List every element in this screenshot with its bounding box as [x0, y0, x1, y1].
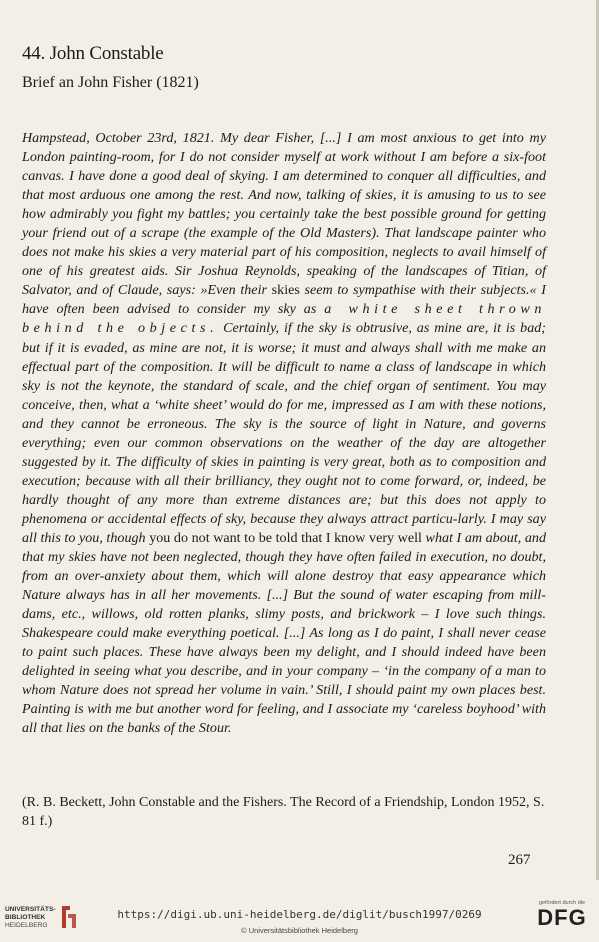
logo-line: UNIVERSITÄTS-: [5, 906, 56, 913]
page-number: 267: [508, 852, 531, 868]
letter-text-part: Hampstead, October 23rd, 1821. My dear Fisher, [...] I am most anxious to get into my London painting-room, for I do not consider myself at work without I am before a six-foot canvas. I have done a good deal of skying. I am determined to conquer all difficulties, and that most arduous one among the rest. And now, talking of skies, it is amusing to us to see how admirably you fight my battles; you certainly take the best possible ground for getting your friend out of a scrape (the example of the Old Masters). That landscape painter who does not make his skies a very material part of his composition, neglects to avail himself of one of his greatest aids. Sir Joshua Reynolds, speaking of the landscapes of Titian, of Salvator, and of Claude, says: »Even their: [22, 130, 546, 299]
funder-caption: gefördert durch die: [538, 900, 586, 906]
dfg-wordmark: DFG: [537, 905, 587, 930]
letter-text-part: Certainly, if the sky is obtrusive, as mine are, it is bad; but if it is evaded, as mine are not, it is worse; it must and always shall with me make an effectual part of the composition. It will be difficult to name a class of landscape in which sky is not the keynote, the standard of scale, and the chief organ of sentiment. You may conceive, then, what a ‘white sheet’ would do for me, impressed as I am with these notions, and they cannot be erroneous. The sky is the source of light in Nature, and governs everything; even our common observations on the weather of the day are altogether suggested by it. The difficulty of skies in painting is very great, both as to composition and execution; because with all their brilliancy, they ought not to come forward, or, indeed, be hardly thought of any more than extreme distances are; but this does not apply to phenomena or accidental effects of sky, because they always attract particu-larly. I may say all this to you, though: [22, 320, 547, 546]
letter-text-part: what I am about, and that my skies have not been neglected, though they have often failed in execution, no doubt, from an over-anxiety about them, which will alone destroy that easy appearance which Nature always has in all her movements. [...] But the sound of water escaping from mill-dams, etc., willows, old rotten planks, slimy posts, and brickwork – I love such things. Shakespeare could make everything poetical. [...] As long as I do paint, I shall never cease to paint such places. These have always been my delight, and I should indeed have been delighted in seeing what you describe, and in your company – ‘in the company of a man to whom Nature does not spread her volume in vain.’ Still, I should paint my own places best. Painting is with me but another word for feeling, and I associate my ‘careless boyhood’ with all that lies on the banks of the Stour.: [22, 529, 546, 737]
spaced-quote: a white sheet thrown behind the objects.: [22, 301, 547, 337]
letter-text: [22, 129, 546, 739]
letter-text-part: seem to sympathise with their subjects.« I have often been advised to consider my sky as: [22, 282, 546, 318]
section-subheading: Brief an John Fisher (1821): [22, 74, 199, 91]
source-citation: (R. B. Beckett, John Constable and the Fishers. The Record of a Friendship, London 1952, S. 81 f.): [22, 795, 545, 829]
logo-line: BIBLIOTHEK: [5, 914, 46, 921]
source-url-link[interactable]: https://digi.ub.uni-heidelberg.de/diglit/busch1997/0269: [117, 908, 482, 921]
logo-line: HEIDELBERG: [5, 922, 48, 929]
upright-phrase: you do not want to be told that I know very well: [149, 529, 422, 546]
digitization-footer: [0, 896, 599, 942]
section-heading: 44. John Constable: [22, 43, 164, 64]
upright-word: skies: [271, 282, 300, 299]
dfg-logo: [530, 900, 594, 930]
copyright-notice: © Universitätsbibliothek Heidelberg: [241, 926, 358, 935]
